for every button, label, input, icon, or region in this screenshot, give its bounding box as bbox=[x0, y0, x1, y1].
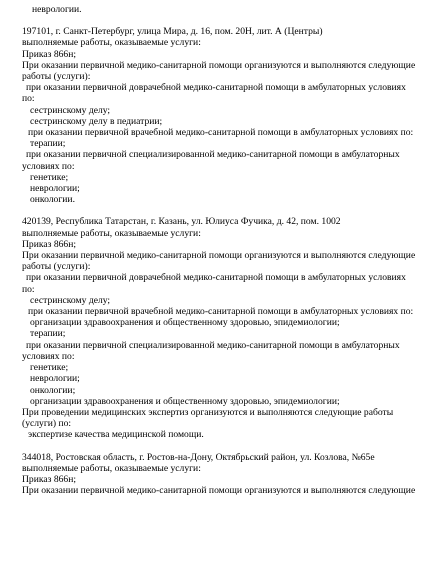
text-line: выполняемые работы, оказываемые услуги: bbox=[22, 227, 201, 239]
text-line: При оказании первичной медико-санитарной помощи организуются и выполняются следующие bbox=[22, 250, 416, 262]
text-line: по: bbox=[22, 283, 35, 295]
text-line: условиях по: bbox=[22, 350, 75, 362]
text-line: организации здравоохранения и общественному здоровью, эпидемиологии; bbox=[30, 317, 340, 329]
text-line: онкологии; bbox=[30, 384, 76, 396]
text-line: При проведении медицинских экспертиз организуются и выполняются следующие работы bbox=[22, 406, 394, 418]
text-line: 420139, Республика Татарстан, г. Казань, ул. Юлиуса Фучика, д. 42, пом. 1002 bbox=[22, 216, 341, 228]
text-line: терапии; bbox=[30, 328, 66, 340]
text-line: при оказании первичной врачебной медико-санитарной помощи в амбулаторных условиях по: bbox=[28, 127, 414, 139]
text-line: Приказ 866н; bbox=[22, 473, 77, 485]
text-line: при оказании первичной врачебной медико-санитарной помощи в амбулаторных условиях по: bbox=[28, 306, 414, 318]
text-line: выполняемые работы, оказываемые услуги: bbox=[22, 462, 201, 474]
text-line: 344018, Ростовская область, г. Ростов-на-Дону, Октябрьский район, ул. Козлова, №65е bbox=[22, 451, 375, 463]
text-line: (услуги) по: bbox=[22, 418, 72, 430]
text-line: При оказании первичной медико-санитарной помощи организуются и выполняются следующие bbox=[22, 59, 416, 71]
text-line: терапии; bbox=[30, 138, 66, 150]
text-line: работы (услуги): bbox=[22, 261, 91, 273]
text-line: неврологии. bbox=[32, 4, 82, 15]
text-line: работы (услуги): bbox=[22, 71, 91, 83]
text-line: При оказании первичной медико-санитарной помощи организуются и выполняются следующие bbox=[22, 485, 416, 497]
text-line: сестринскому делу в педиатрии; bbox=[30, 115, 163, 127]
text-line: сестринскому делу; bbox=[30, 294, 111, 306]
document-body bbox=[22, 4, 414, 496]
text-line: генетике; bbox=[30, 171, 69, 183]
text-line: условиях по: bbox=[22, 160, 75, 172]
text-line: при оказании первичной доврачебной медико-санитарной помощи в амбулаторных условиях bbox=[26, 272, 406, 284]
text-line: сестринскому делу; bbox=[30, 104, 111, 116]
text-line: Приказ 866н; bbox=[22, 48, 77, 60]
text-line: генетике; bbox=[30, 362, 69, 374]
text-line: Приказ 866н; bbox=[22, 238, 77, 250]
text-line: неврологии; bbox=[30, 183, 80, 195]
text-line: онкологии. bbox=[30, 194, 75, 206]
text-line: выполняемые работы, оказываемые услуги: bbox=[22, 37, 201, 49]
text-line: экспертизе качества медицинской помощи. bbox=[28, 429, 204, 441]
text-line: при оказании первичной доврачебной медико-санитарной помощи в амбулаторных условиях bbox=[26, 82, 406, 94]
text-line: при оказании первичной специализированной медико-санитарной помощи в амбулаторных bbox=[26, 339, 400, 351]
text-line: при оказании первичной специализированной медико-санитарной помощи в амбулаторных bbox=[26, 149, 400, 161]
text-line: организации здравоохранения и общественному здоровью, эпидемиологии; bbox=[30, 395, 340, 407]
text-line: по: bbox=[22, 93, 35, 105]
text-line: неврологии; bbox=[30, 373, 80, 385]
text-line: 197101, г. Санкт-Петербург, улица Мира, д. 16, пом. 20Н, лит. А (Центры) bbox=[22, 26, 323, 38]
